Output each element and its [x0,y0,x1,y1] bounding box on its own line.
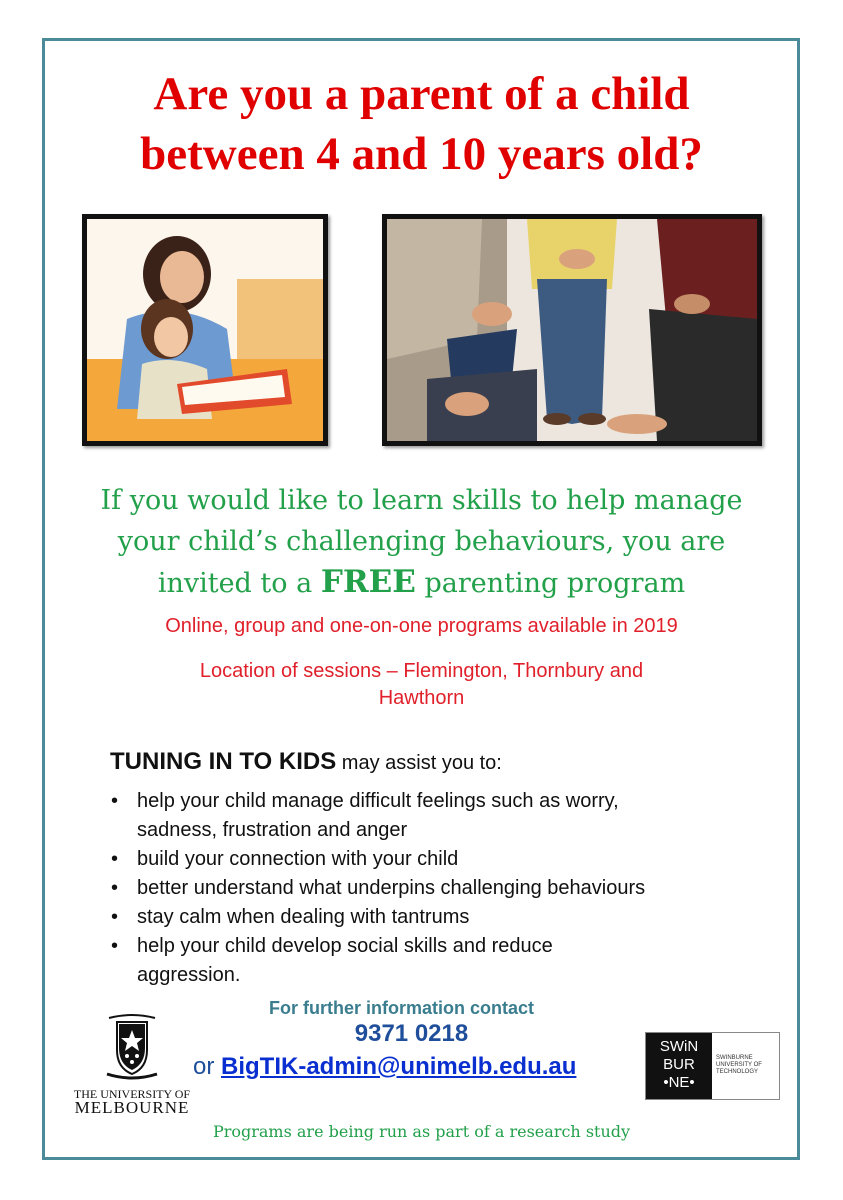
intro-line-3-after: parenting program [424,568,686,599]
university-of-melbourne-logo [72,1012,192,1115]
bullet-icon: • [111,877,119,899]
benefit-item [108,903,768,932]
benefits-list [108,787,768,990]
melbourne-crest-icon [97,1012,167,1082]
swinburne-wordmark [712,1033,779,1099]
benefit-item [108,874,768,903]
benefit-item [108,845,768,874]
swin-text-line-3: TECHNOLOGY [716,1069,759,1075]
bullet-icon: • [111,790,119,812]
benefit-line-2: sadness, frustration and anger [137,819,408,841]
mother-reading-illustration [87,219,323,441]
swinburne-logo [645,1032,780,1100]
intro-line-3-before: invited to a [157,568,313,599]
bullet-icon: • [111,906,119,928]
benefit-line-1: better understand what underpins challenging behaviours [137,877,646,899]
benefit-line-2: aggression. [137,964,241,986]
headline-line-2: between 4 and 10 years old? [140,128,703,180]
intro-message [60,480,783,604]
benefit-item [108,787,768,845]
research-study-footer: Programs are being run as part of a research study [212,1122,631,1141]
melbourne-line-2: MELBOURNE [74,1098,190,1117]
headline-line-1: Are you a parent of a child [153,68,690,120]
benefit-line-1: help your child develop social skills and reduce [137,935,553,957]
swin-mark-line-1: SWiN [659,1038,699,1055]
intro-line-2: your child’s challenging behaviours, you are [117,526,726,557]
contact-email-line [193,1053,576,1081]
intro-line-3 [60,562,783,604]
swin-text-line-2: UNIVERSITY OF [716,1062,762,1068]
location-note [60,658,783,712]
swin-text-line-1: SWINBURNE [716,1055,753,1061]
location-line-1: Location of sessions – Flemington, Thornbury and [199,660,644,682]
benefit-item [108,932,768,990]
benefit-line-1: stay calm when dealing with tantrums [137,906,470,928]
programs-note: Online, group and one-on-one programs available in 2019 [165,615,678,637]
swin-mark-line-3: •NE• [663,1074,695,1091]
email-prefix: or [193,1053,215,1080]
contact-phone[interactable]: 9371 0218 [354,1020,469,1047]
contact-email-link[interactable]: BigTIK-admin@unimelb.edu.au [221,1053,577,1080]
intro-line-1: If you would like to learn skills to help manage [100,485,743,516]
benefit-line-1: help your child manage difficult feelings such as worry, [137,790,619,812]
program-intro [110,748,502,776]
swinburne-mark [646,1033,712,1099]
melbourne-wordmark [72,1087,192,1115]
group-session-illustration [387,219,757,441]
program-name: TUNING IN TO KIDS [110,748,337,775]
program-lead: may assist you to: [341,752,502,774]
swin-mark-line-2: BUR [663,1056,695,1073]
mother-reading-photo [82,214,328,446]
location-line-2: Hawthorn [378,687,465,709]
bullet-icon: • [111,935,119,957]
contact-heading: For further information contact [269,998,534,1018]
free-emphasis: FREE [320,564,416,600]
benefit-line-1: build your connection with your child [137,848,459,870]
headline [0,64,843,184]
group-session-photo [382,214,762,446]
bullet-icon: • [111,848,119,870]
melbourne-line-1: THE UNIVERSITY OF [73,1087,191,1101]
